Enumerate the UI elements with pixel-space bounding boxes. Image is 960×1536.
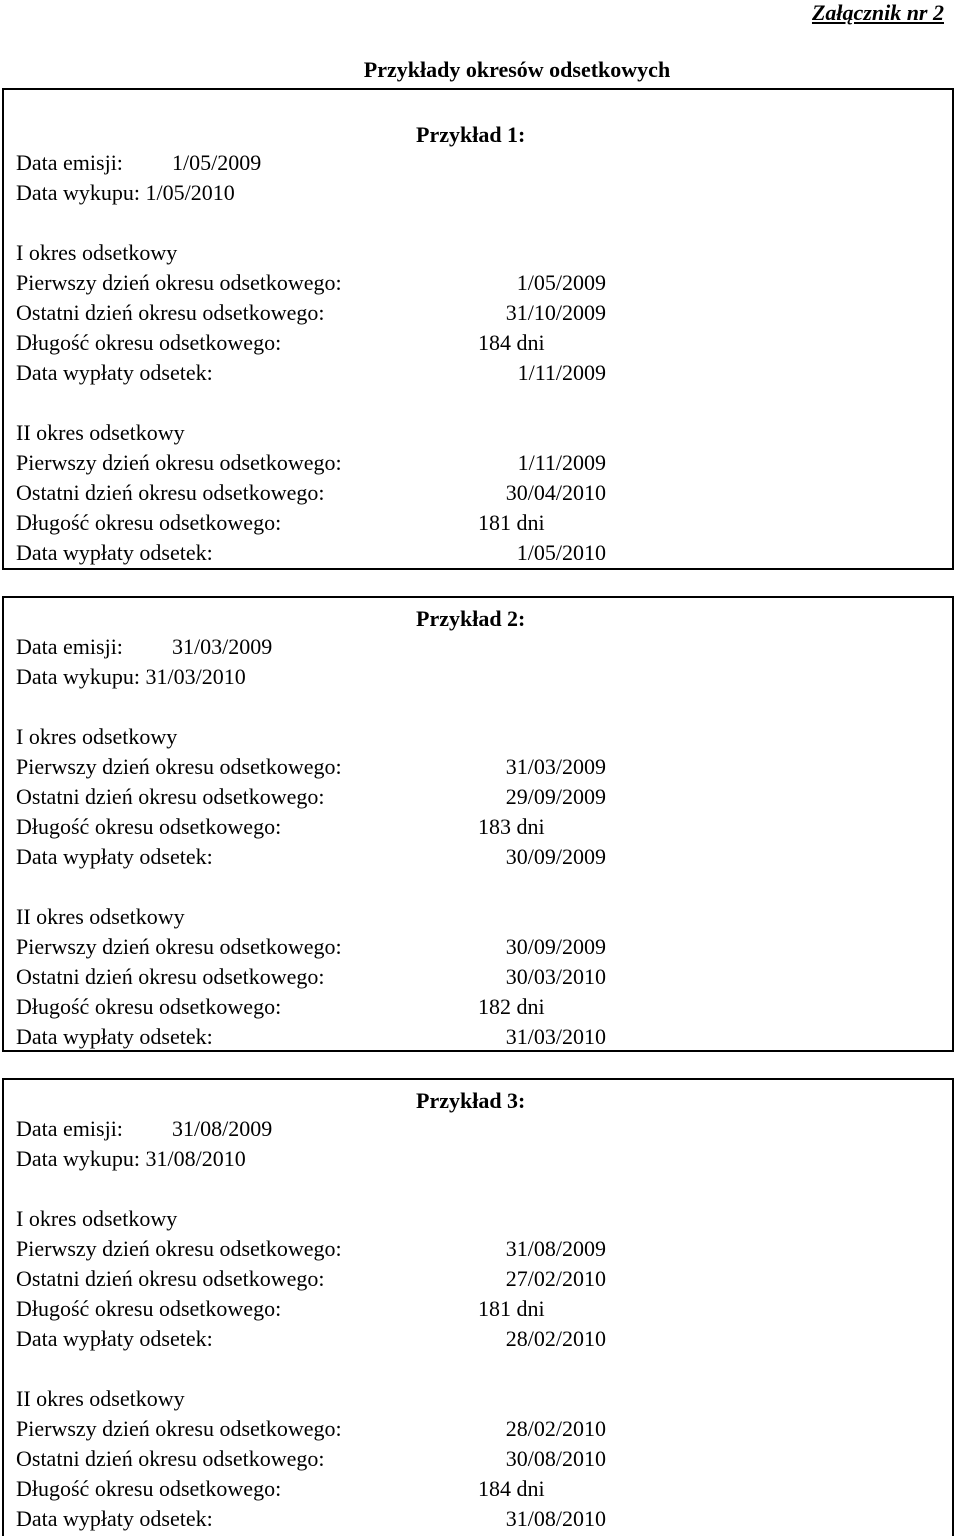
last-day-label: Ostatni dzień okresu odsetkowego:: [16, 964, 325, 989]
issue-date-row: [16, 632, 952, 662]
first-day-row: [16, 1414, 952, 1444]
payment-date-row: [16, 1324, 952, 1354]
last-day-value: 27/02/2010: [505, 1266, 606, 1291]
last-day-row: [16, 478, 952, 508]
first-day-label: Pierwszy dzień okresu odsetkowego:: [16, 270, 342, 295]
redemption-date-value: 31/08/2010: [145, 1146, 246, 1171]
issue-date-row: [16, 1114, 952, 1144]
length-label: Długość okresu odsetkowego:: [16, 1476, 282, 1501]
example-rows: [16, 632, 952, 1052]
issue-date-label: Data emisji:: [16, 634, 123, 659]
length-row: [16, 992, 952, 1022]
example-2: [2, 596, 954, 1052]
first-day-value: 1/05/2009: [516, 270, 606, 295]
last-day-value: 31/10/2009: [505, 300, 606, 325]
length-row: [16, 328, 952, 358]
period-name: I okres odsetkowy: [16, 1206, 178, 1231]
last-day-row: [16, 962, 952, 992]
first-day-value: 31/03/2009: [505, 754, 606, 779]
redemption-date-row: [16, 178, 952, 208]
redemption-date-label: Data wykupu:: [16, 664, 141, 689]
example-3: [2, 1078, 954, 1536]
period-name: II okres odsetkowy: [16, 420, 185, 445]
payment-date-value: 31/08/2010: [505, 1506, 606, 1531]
last-day-row: [16, 1444, 952, 1474]
payment-date-row: [16, 538, 952, 568]
spacer: [16, 1354, 952, 1384]
spacer: [16, 1174, 952, 1204]
example-rows: [16, 148, 952, 568]
first-day-label: Pierwszy dzień okresu odsetkowego:: [16, 934, 342, 959]
last-day-label: Ostatni dzień okresu odsetkowego:: [16, 480, 325, 505]
last-day-row: [16, 298, 952, 328]
last-day-value: 30/08/2010: [505, 1446, 606, 1471]
last-day-label: Ostatni dzień okresu odsetkowego:: [16, 300, 325, 325]
payment-date-row: [16, 842, 952, 872]
redemption-date-value: 1/05/2010: [145, 180, 235, 205]
length-value: 184 dni: [478, 1476, 545, 1501]
spacer: [16, 692, 952, 722]
payment-date-row: [16, 358, 952, 388]
first-day-value: 31/08/2009: [505, 1236, 606, 1261]
annex-label: Załącznik nr 2: [811, 0, 944, 25]
first-day-row: [16, 1234, 952, 1264]
length-label: Długość okresu odsetkowego:: [16, 994, 282, 1019]
redemption-date-label: Data wykupu:: [16, 180, 141, 205]
first-day-value: 1/11/2009: [517, 450, 606, 475]
payment-date-label: Data wypłaty odsetek:: [16, 1326, 213, 1351]
redemption-date-value: 31/03/2010: [145, 664, 246, 689]
payment-date-value: 30/09/2009: [505, 844, 606, 869]
length-value: 182 dni: [478, 994, 545, 1019]
payment-date-row: [16, 1022, 952, 1052]
length-row: [16, 508, 952, 538]
first-day-row: [16, 932, 952, 962]
last-day-label: Ostatni dzień okresu odsetkowego:: [16, 1446, 325, 1471]
example-rows: [16, 1114, 952, 1534]
payment-date-value: 1/11/2009: [517, 360, 606, 385]
spacer: [16, 388, 952, 418]
example-title: Przykład 3:: [416, 1088, 526, 1113]
length-label: Długość okresu odsetkowego:: [16, 510, 282, 535]
first-day-row: [16, 268, 952, 298]
payment-date-value: 1/05/2010: [516, 540, 606, 565]
last-day-label: Ostatni dzień okresu odsetkowego:: [16, 784, 325, 809]
last-day-label: Ostatni dzień okresu odsetkowego:: [16, 1266, 325, 1291]
payment-date-label: Data wypłaty odsetek:: [16, 540, 213, 565]
document-title: Przykłady okresów odsetkowych: [363, 57, 671, 82]
redemption-date-row: [16, 1144, 952, 1174]
length-row: [16, 812, 952, 842]
example-1: [2, 88, 954, 570]
last-day-row: [16, 782, 952, 812]
last-day-row: [16, 1264, 952, 1294]
payment-date-value: 28/02/2010: [505, 1326, 606, 1351]
issue-date-value: 31/03/2009: [172, 634, 273, 659]
period-name: II okres odsetkowy: [16, 904, 185, 929]
payment-date-label: Data wypłaty odsetek:: [16, 1506, 213, 1531]
length-row: [16, 1294, 952, 1324]
payment-date-label: Data wypłaty odsetek:: [16, 844, 213, 869]
period-name: II okres odsetkowy: [16, 1386, 185, 1411]
first-day-row: [16, 448, 952, 478]
first-day-value: 30/09/2009: [505, 934, 606, 959]
length-label: Długość okresu odsetkowego:: [16, 1296, 282, 1321]
issue-date-value: 1/05/2009: [172, 150, 262, 175]
example-title: Przykład 1:: [416, 122, 526, 147]
first-day-row: [16, 752, 952, 782]
payment-date-row: [16, 1504, 952, 1534]
payment-date-label: Data wypłaty odsetek:: [16, 360, 213, 385]
length-value: 181 dni: [478, 510, 545, 535]
issue-date-row: [16, 148, 952, 178]
first-day-label: Pierwszy dzień okresu odsetkowego:: [16, 1416, 342, 1441]
issue-date-label: Data emisji:: [16, 1116, 123, 1141]
period-name: I okres odsetkowy: [16, 724, 178, 749]
length-value: 181 dni: [478, 1296, 545, 1321]
period-name: I okres odsetkowy: [16, 240, 178, 265]
issue-date-value: 31/08/2009: [172, 1116, 273, 1141]
last-day-value: 30/04/2010: [505, 480, 606, 505]
spacer: [16, 872, 952, 902]
length-value: 184 dni: [478, 330, 545, 355]
last-day-value: 29/09/2009: [505, 784, 606, 809]
first-day-label: Pierwszy dzień okresu odsetkowego:: [16, 1236, 342, 1261]
redemption-date-row: [16, 662, 952, 692]
redemption-date-label: Data wykupu:: [16, 1146, 141, 1171]
length-label: Długość okresu odsetkowego:: [16, 330, 282, 355]
last-day-value: 30/03/2010: [505, 964, 606, 989]
length-label: Długość okresu odsetkowego:: [16, 814, 282, 839]
example-title: Przykład 2:: [416, 606, 526, 631]
length-row: [16, 1474, 952, 1504]
issue-date-label: Data emisji:: [16, 150, 123, 175]
first-day-label: Pierwszy dzień okresu odsetkowego:: [16, 450, 342, 475]
spacer: [16, 208, 952, 238]
payment-date-label: Data wypłaty odsetek:: [16, 1024, 213, 1049]
first-day-value: 28/02/2010: [505, 1416, 606, 1441]
payment-date-value: 31/03/2010: [505, 1024, 606, 1049]
first-day-label: Pierwszy dzień okresu odsetkowego:: [16, 754, 342, 779]
length-value: 183 dni: [478, 814, 545, 839]
